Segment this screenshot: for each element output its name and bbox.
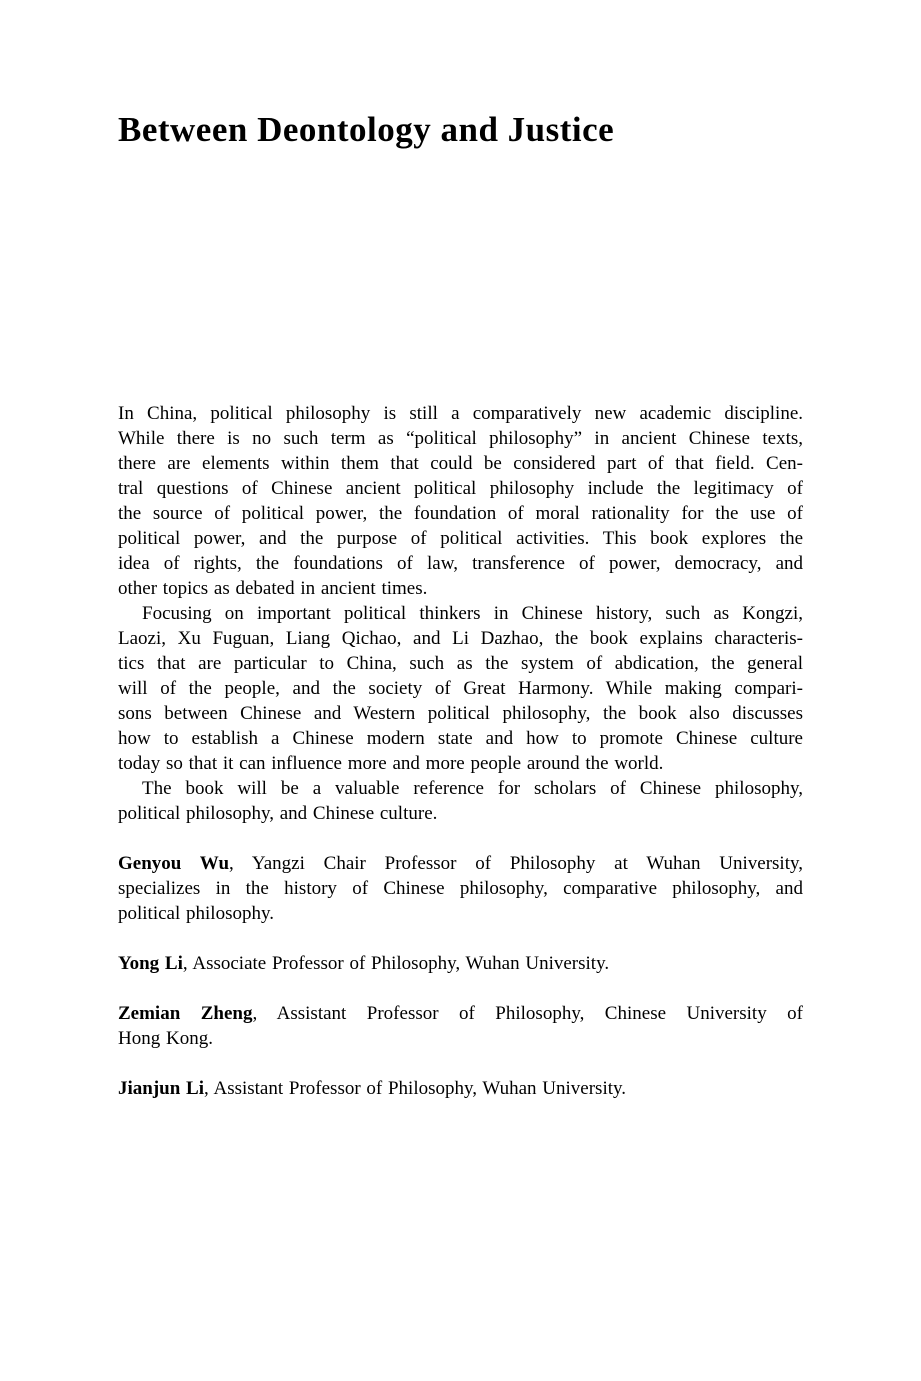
author-name: Yong Li xyxy=(118,953,183,974)
author-bio xyxy=(118,951,803,976)
author-bios xyxy=(118,851,803,1101)
text-line: Jianjun Li, Assistant Professor of Philosophy, Wuhan University. xyxy=(118,1078,627,1099)
text-line: there are elements within them that could be considered part of that field. Cen- xyxy=(118,453,803,474)
text-line: political power, and the purpose of political activities. This book explores the xyxy=(118,528,803,549)
text-line: will of the people, and the society of Great Harmony. While making compari- xyxy=(118,678,803,699)
text-line: Laozi, Xu Fuguan, Liang Qichao, and Li Dazhao, the book explains characteris- xyxy=(118,628,803,649)
page-title: Between Deontology and Justice xyxy=(118,110,615,149)
text-line: how to establish a Chinese modern state and how to promote Chinese culture xyxy=(118,728,803,749)
author-name: Genyou Wu xyxy=(118,853,230,874)
text-line: political philosophy, and Chinese culture. xyxy=(118,803,438,824)
text-line: sons between Chinese and Western political philosophy, the book also discusses xyxy=(118,703,803,724)
text-line: specializes in the history of Chinese philosophy, comparative philosophy, and xyxy=(118,878,803,899)
body-text xyxy=(118,401,803,1101)
text-line: In China, political philosophy is still a comparatively new academic discipline. xyxy=(118,403,803,424)
text-line: Yong Li, Associate Professor of Philosophy, Wuhan University. xyxy=(118,953,610,974)
text-line: today so that it can influence more and more people around the world. xyxy=(118,753,664,774)
text-line: political philosophy. xyxy=(118,903,274,924)
text-line: Hong Kong. xyxy=(118,1028,213,1049)
author-bio xyxy=(118,1076,803,1101)
text-line: While there is no such term as “political philosophy” in ancient Chinese texts, xyxy=(118,428,803,449)
paragraphs xyxy=(118,401,803,826)
author-name: Zemian Zheng xyxy=(118,1003,253,1024)
text-line: Genyou Wu, Yangzi Chair Professor of Philosophy at Wuhan University, xyxy=(118,853,803,874)
author-name: Jianjun Li xyxy=(118,1078,205,1099)
text-line: idea of rights, the foundations of law, transference of power, democracy, and xyxy=(118,553,803,574)
text-line: the source of political power, the foundation of moral rationality for the use of xyxy=(118,503,803,524)
author-bio xyxy=(118,1001,803,1051)
text-line: The book will be a valuable reference for scholars of Chinese philosophy, xyxy=(142,778,803,799)
text-line: tral questions of Chinese ancient political philosophy include the legitimacy of xyxy=(118,478,803,499)
text-line: Focusing on important political thinkers in Chinese history, such as Kongzi, xyxy=(142,603,803,624)
text-line: other topics as debated in ancient times. xyxy=(118,578,428,599)
author-bio xyxy=(118,851,803,926)
text-line: tics that are particular to China, such as the system of abdication, the general xyxy=(118,653,803,674)
text-line: Zemian Zheng, Assistant Professor of Philosophy, Chinese University of xyxy=(118,1003,803,1024)
